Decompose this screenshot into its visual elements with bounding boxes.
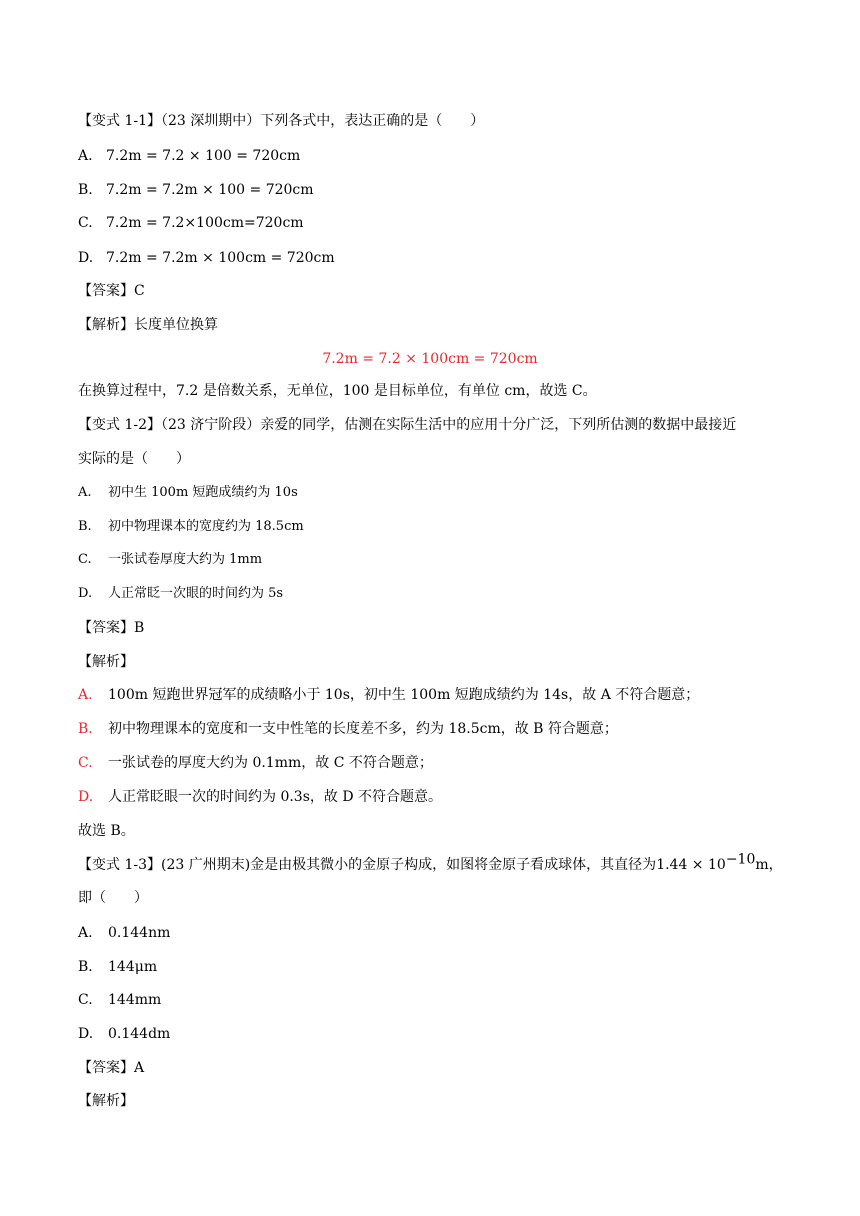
q2-analysis: 【解析】 [78,654,134,670]
q1-option-c [78,213,304,233]
q3-option-c-text: 144mm [108,992,162,1008]
q3-title-line1 [78,851,783,875]
q3-option-c [78,990,161,1010]
q3-option-d-text: 0.144dm [108,1026,171,1042]
q2-explain-c-text: 一张试卷的厚度大约为 0.1mm，故 C 不符合题意； [108,755,433,771]
q2-explain-a [78,685,699,705]
q2-title-line2: 实际的是（ ） [78,451,190,467]
q3-option-c-letter: C. [78,992,93,1008]
q3-title-text: 【变式 1-3】(23 广州期末)金是由极其微小的金原子构成，如图将金原子看成球体，其直径为 [78,857,657,873]
q2-title-line1: 【变式 1-2】（23 济宁阶段）亲爱的同学，估测在实际生活中的应用十分广泛，下列所估测的数据中最接近 [78,417,737,433]
q2-explain-b [78,719,618,739]
q3-answer: 【答案】A [78,1060,145,1076]
q2-explain-c-letter: C. [78,755,93,771]
q2-option-a-text: 初中生 100m 短跑成绩约为 10s [108,485,298,500]
q3-option-b-text: 144μm [108,959,158,975]
q2-conclusion: 故选 B。 [78,823,135,839]
q3-option-b [78,957,157,977]
q2-explain-c [78,753,433,773]
q3-option-b-letter: B. [78,959,93,975]
q1-option-d-letter: D. [78,250,94,266]
q3-title-unit: m， [755,857,783,873]
q2-option-b-text: 初中物理课本的宽度约为 18.5cm [108,519,304,534]
q1-answer: 【答案】C [78,283,145,299]
q1-analysis: 【解析】长度单位换算 [78,317,218,333]
q1-option-c-letter: C. [78,215,93,231]
q3-option-a-text: 0.144nm [108,925,171,941]
q1-explain: 在换算过程中，7.2 是倍数关系，无单位，100 是目标单位，有单位 cm，故选 C。 [78,383,597,399]
q2-explain-b-text: 初中物理课本的宽度和一支中性笔的长度差不多，约为 18.5cm，故 B 符合题意； [108,721,618,737]
q3-title-exponent: −10 [725,851,756,868]
q2-explain-d-letter: D. [78,789,94,805]
q1-formula: 7.2m = 7.2 × 100cm = 720cm [322,351,538,367]
q1-option-a-text: 7.2m = 7.2 × 100 = 720cm [106,148,301,164]
q2-explain-d [78,787,442,807]
q2-explain-a-text: 100m 短跑世界冠军的成绩略小于 10s，初中生 100m 短跑成绩约为 14s，故 A 不符合题意； [108,687,700,703]
q2-option-a [78,483,298,503]
q1-option-c-text: 7.2m = 7.2×100cm=720cm [106,215,304,231]
q2-explain-b-letter: B. [78,721,93,737]
q1-title: 【变式 1-1】（23 深圳期中）下列各式中，表达正确的是（ ） [78,113,485,129]
q2-option-d-letter: D. [78,586,93,601]
q1-option-b [78,180,314,200]
q3-option-a-letter: A. [78,925,93,941]
q3-option-a [78,923,170,943]
q2-option-d [78,584,283,604]
q2-answer: 【答案】B [78,620,145,636]
q2-option-b-letter: B. [78,519,92,534]
q2-explain-d-text: 人正常眨眼一次的时间约为 0.3s，故 D 不符合题意。 [108,789,443,805]
q2-option-c-letter: C. [78,552,92,567]
q1-option-d-text: 7.2m = 7.2m × 100cm = 720cm [106,250,335,266]
q1-option-d [78,248,335,268]
q3-option-d-letter: D. [78,1026,94,1042]
q3-option-d [78,1024,170,1044]
q2-option-c-text: 一张试卷厚度大约为 1mm [108,552,263,567]
q2-option-c [78,550,262,570]
q1-option-b-text: 7.2m = 7.2m × 100 = 720cm [106,182,314,198]
q2-option-d-text: 人正常眨一次眼的时间约为 5s [108,586,284,601]
q2-option-a-letter: A. [78,485,92,500]
q3-analysis: 【解析】 [78,1093,134,1109]
q2-option-b [78,517,304,537]
q3-title-line2: 即（ ） [78,890,148,906]
q1-option-a [78,146,300,166]
q1-option-a-letter: A. [78,148,93,164]
q2-explain-a-letter: A. [78,687,93,703]
q3-title-number: 1.44 × 10 [656,857,726,873]
q1-option-b-letter: B. [78,182,93,198]
